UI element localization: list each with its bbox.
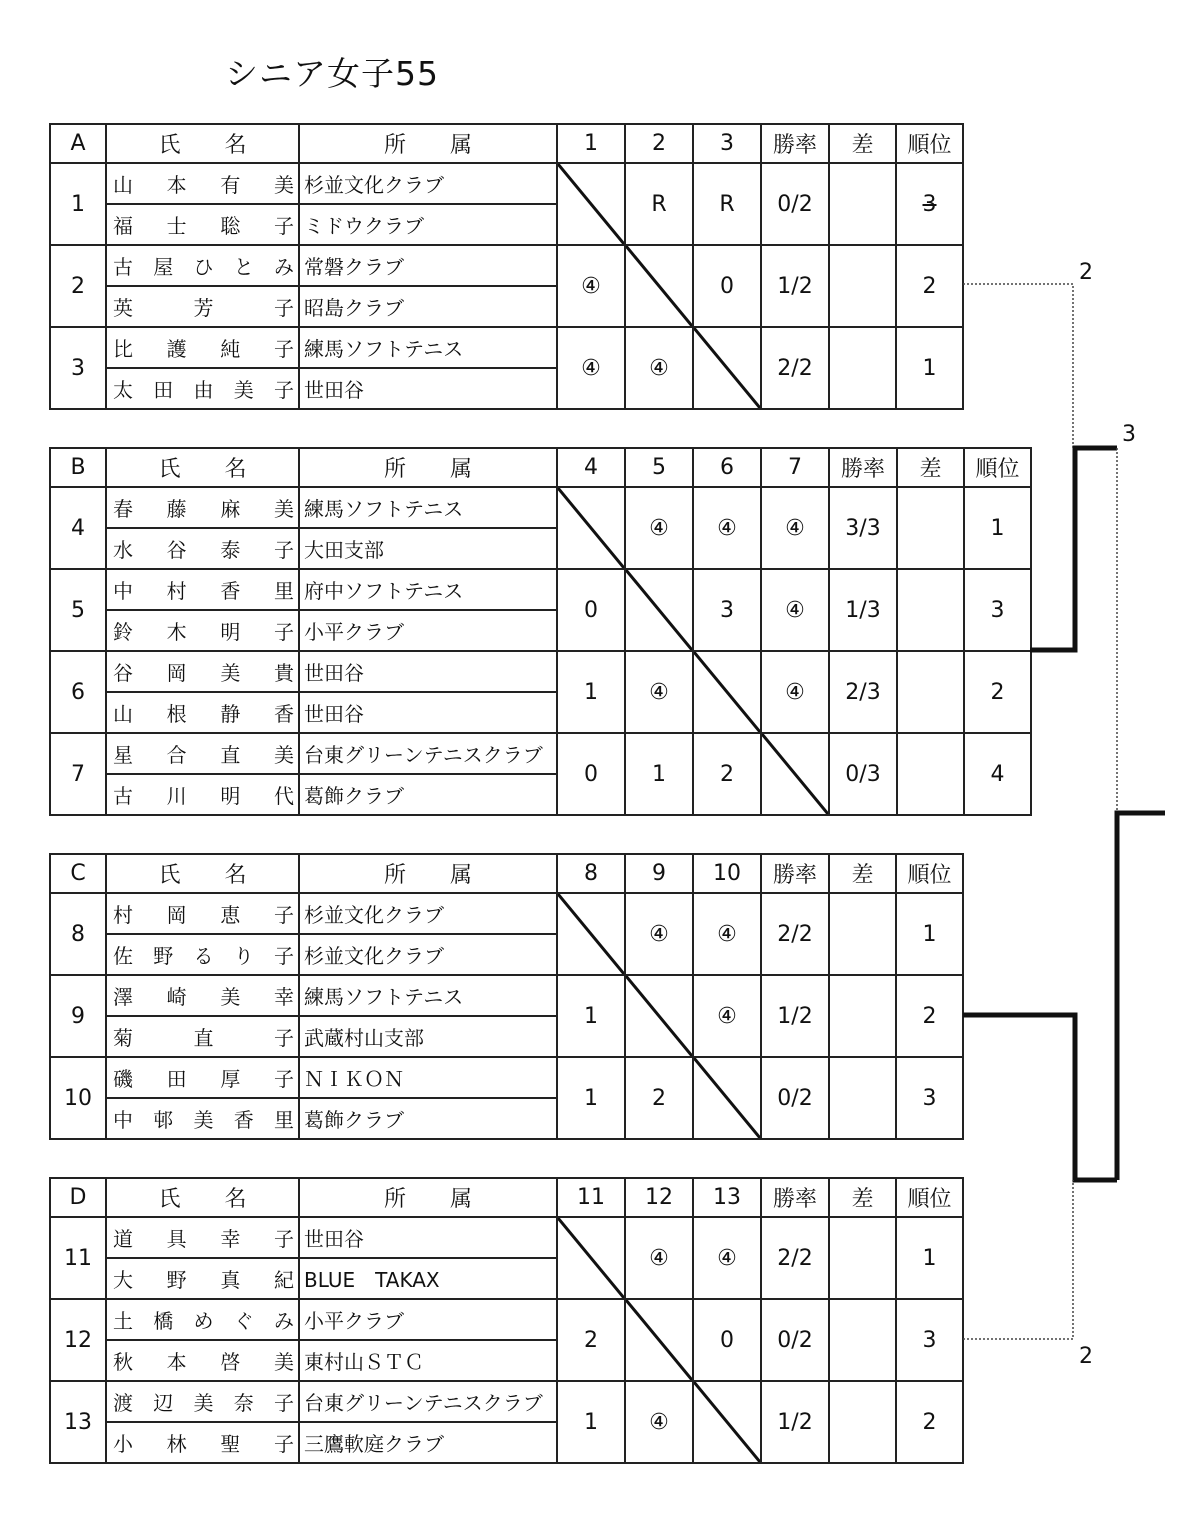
player-affiliation: BLUE TAKAX [299,1258,557,1299]
rank: 3 [896,163,963,245]
header-diff: 差 [829,124,896,163]
match-result: 0 [693,245,761,327]
match-result: R [625,163,693,245]
win-rate: 2/2 [761,327,829,409]
win-rate: 0/3 [829,733,897,815]
rank: 2 [964,651,1031,733]
win-rate: 2/2 [761,1217,829,1299]
player-name-text: 水 谷 泰 子 [113,538,294,562]
rank: 2 [896,1381,963,1463]
header-opponent-7: 7 [761,448,829,487]
header-opponent-10: 10 [693,854,761,893]
header-rate: 勝率 [761,124,829,163]
win-rate: 1/3 [829,569,897,651]
header-opponent-3: 3 [693,124,761,163]
player-name-text: 秋 本 啓 美 [113,1350,294,1374]
bracket-line-final [1117,813,1165,1180]
page-title: シニア女子55 [225,54,439,93]
player-affiliation: 三鷹軟庭クラブ [299,1422,557,1463]
header-name: 氏 名 [106,448,299,487]
header-opponent-8: 8 [557,854,625,893]
player-name-text: 福 士 聡 子 [113,214,294,238]
header-opponent-12: 12 [625,1178,693,1217]
group-label: C [50,854,106,893]
player-name-text: 渡 辺 美 奈 子 [113,1391,294,1415]
header-rate: 勝率 [829,448,897,487]
player-affiliation: 葛飾クラブ [299,774,557,815]
header-rate: 勝率 [761,854,829,893]
player-name-text: 英 芳 子 [113,296,294,320]
match-result: 2 [693,733,761,815]
header-affiliation: 所 属 [299,448,557,487]
match-result: ④ [693,975,761,1057]
group-label: D [50,1178,106,1217]
player-affiliation: 世田谷 [299,651,557,692]
match-result: R [693,163,761,245]
rank: 2 [896,975,963,1057]
header-diff: 差 [829,854,896,893]
rank: 3 [896,1057,963,1139]
match-result: ④ [693,1217,761,1299]
bracket-line-a [963,284,1073,448]
player-name-text: 佐 野 る り 子 [113,944,294,968]
player-number: 3 [50,327,106,409]
semi1-score: 2 [1079,260,1093,285]
player-affiliation: 杉並文化クラブ [299,893,557,934]
player-name-text: 谷 岡 美 貴 [113,661,294,685]
rank: 1 [896,327,963,409]
match-result: ④ [625,1381,693,1463]
match-result: 0 [693,1299,761,1381]
player-number: 8 [50,893,106,975]
player-name-text: 古 屋 ひ と み [113,255,294,279]
header-affiliation: 所 属 [299,1178,557,1217]
player-affiliation: 大田支部 [299,528,557,569]
player-number: 11 [50,1217,106,1299]
win-rate: 0/2 [761,1299,829,1381]
player-affiliation: 葛飾クラブ [299,1098,557,1139]
header-diff: 差 [897,448,964,487]
bracket-line-c [963,1015,1117,1180]
player-affiliation: 世田谷 [299,1217,557,1258]
player-number: 9 [50,975,106,1057]
match-result: ④ [761,487,829,569]
player-name-text: 村 岡 恵 子 [113,903,294,927]
player-affiliation: 台東グリーンテニスクラブ [299,1381,557,1422]
player-name-text: 比 護 純 子 [113,337,294,361]
player-name-text: 磯 田 厚 子 [113,1067,294,1091]
player-affiliation: 府中ソフトテニス [299,569,557,610]
header-opponent-9: 9 [625,854,693,893]
match-result: ④ [693,893,761,975]
header-affiliation: 所 属 [299,854,557,893]
header-rank: 順位 [896,1178,963,1217]
player-affiliation: 練馬ソフトテニス [299,327,557,368]
player-affiliation: 練馬ソフトテニス [299,487,557,528]
player-name-text: 菊 直 子 [113,1026,294,1050]
player-affiliation: 杉並文化クラブ [299,934,557,975]
player-number: 12 [50,1299,106,1381]
player-number: 13 [50,1381,106,1463]
header-name: 氏 名 [106,1178,299,1217]
player-name-text: 中 邨 美 香 里 [113,1108,294,1132]
match-result: 2 [625,1057,693,1139]
header-opponent-13: 13 [693,1178,761,1217]
win-rate: 2/3 [829,651,897,733]
match-result: ④ [693,487,761,569]
player-affiliation: 小平クラブ [299,1299,557,1340]
rank: 1 [964,487,1031,569]
player-affiliation: ミドウクラブ [299,204,557,245]
match-result: ④ [761,569,829,651]
player-affiliation: 常磐クラブ [299,245,557,286]
match-result: 1 [557,1057,625,1139]
header-rank: 順位 [964,448,1031,487]
player-name-text: 澤 崎 美 幸 [113,985,294,1009]
player-affiliation: 世田谷 [299,368,557,409]
player-name-text: 土 橋 め ぐ み [113,1309,294,1333]
match-result: ④ [625,487,693,569]
player-affiliation: 世田谷 [299,692,557,733]
match-result: 0 [557,569,625,651]
player-name-text: 山 本 有 美 [113,173,294,197]
player-number: 6 [50,651,106,733]
player-name-text: 鈴 木 明 子 [113,620,294,644]
player-name-text: 古 川 明 代 [113,784,294,808]
player-number: 10 [50,1057,106,1139]
match-result: ④ [625,1217,693,1299]
player-number: 2 [50,245,106,327]
bracket-line-b [1030,448,1117,650]
player-affiliation: 杉並文化クラブ [299,163,557,204]
player-name-text: 大 野 真 紀 [113,1268,294,1292]
header-name: 氏 名 [106,124,299,163]
rank: 2 [896,245,963,327]
player-affiliation: 台東グリーンテニスクラブ [299,733,557,774]
header-rate: 勝率 [761,1178,829,1217]
match-result: ④ [625,893,693,975]
win-rate: 2/2 [761,893,829,975]
win-rate: 0/2 [761,1057,829,1139]
rank: 1 [896,1217,963,1299]
player-name-text: 春 藤 麻 美 [113,497,294,521]
final-score: 3 [1122,422,1136,447]
win-rate: 1/2 [761,245,829,327]
player-number: 1 [50,163,106,245]
header-name: 氏 名 [106,854,299,893]
player-name-text: 道 具 幸 子 [113,1227,294,1251]
match-result: 0 [557,733,625,815]
match-result: 1 [557,651,625,733]
win-rate: 0/2 [761,163,829,245]
bracket-line-d [963,1180,1073,1339]
match-result: 1 [557,1381,625,1463]
header-opponent-4: 4 [557,448,625,487]
match-result: 1 [625,733,693,815]
header-opponent-11: 11 [557,1178,625,1217]
match-result: 2 [557,1299,625,1381]
player-name-text: 中 村 香 里 [113,579,294,603]
player-number: 7 [50,733,106,815]
player-number: 5 [50,569,106,651]
header-rank: 順位 [896,124,963,163]
player-affiliation: 東村山ＳＴＣ [299,1340,557,1381]
rank: 3 [896,1299,963,1381]
player-affiliation: 昭島クラブ [299,286,557,327]
rank: 4 [964,733,1031,815]
player-affiliation: 練馬ソフトテニス [299,975,557,1016]
match-result: 3 [693,569,761,651]
match-result: ④ [761,651,829,733]
header-opponent-5: 5 [625,448,693,487]
player-affiliation: 武蔵村山支部 [299,1016,557,1057]
header-opponent-6: 6 [693,448,761,487]
header-diff: 差 [829,1178,896,1217]
player-name-text: 小 林 聖 子 [113,1432,294,1456]
header-opponent-2: 2 [625,124,693,163]
header-rank: 順位 [896,854,963,893]
player-affiliation: ＮＩＫＯＮ [299,1057,557,1098]
group-label: A [50,124,106,163]
match-result: ④ [557,327,625,409]
header-opponent-1: 1 [557,124,625,163]
semi2-score: 2 [1079,1344,1093,1369]
match-result: ④ [625,327,693,409]
win-rate: 1/2 [761,1381,829,1463]
player-name-text: 山 根 静 香 [113,702,294,726]
player-name-text: 太 田 由 美 子 [113,378,294,402]
rank: 1 [896,893,963,975]
player-name-text: 星 合 直 美 [113,743,294,767]
match-result: ④ [625,651,693,733]
win-rate: 1/2 [761,975,829,1057]
player-affiliation: 小平クラブ [299,610,557,651]
match-result: ④ [557,245,625,327]
player-number: 4 [50,487,106,569]
win-rate: 3/3 [829,487,897,569]
match-result: 1 [557,975,625,1057]
group-label: B [50,448,106,487]
rank: 3 [964,569,1031,651]
header-affiliation: 所 属 [299,124,557,163]
